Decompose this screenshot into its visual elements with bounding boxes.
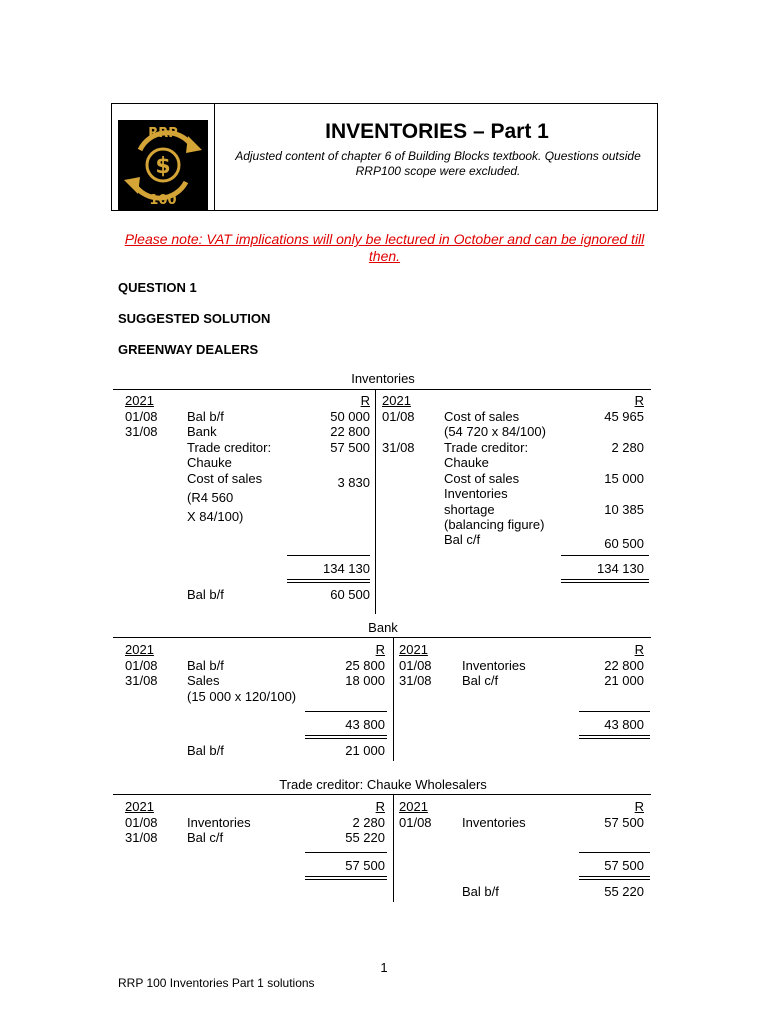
page-number: 1	[380, 960, 388, 975]
account-title: Bank	[368, 620, 398, 635]
question-heading: QUESTION 1	[118, 280, 197, 295]
footer-text: RRP 100 Inventories Part 1 solutions	[118, 976, 315, 990]
page-subtitle: Adjusted content of chapter 6 of Building Blocks textbook. Questions outside RRP100 scope were excluded.	[235, 149, 641, 178]
header-box	[111, 103, 658, 211]
rrp100-logo	[118, 120, 208, 210]
vat-note: Please note: VAT implications will only be lectured in October and can be ignored till then.	[124, 231, 645, 264]
dollar-cycle-icon	[118, 120, 208, 210]
account-title: Inventories	[351, 371, 415, 386]
account-title: Trade creditor: Chauke Wholesalers	[279, 777, 487, 792]
page-title: INVENTORIES – Part 1	[325, 120, 549, 143]
svg-text:$: $	[155, 154, 171, 179]
solution-heading: SUGGESTED SOLUTION	[118, 311, 271, 326]
company-heading: GREENWAY DEALERS	[118, 342, 259, 357]
svg-text:RRP: RRP	[148, 126, 178, 141]
svg-text:100: 100	[149, 193, 177, 208]
